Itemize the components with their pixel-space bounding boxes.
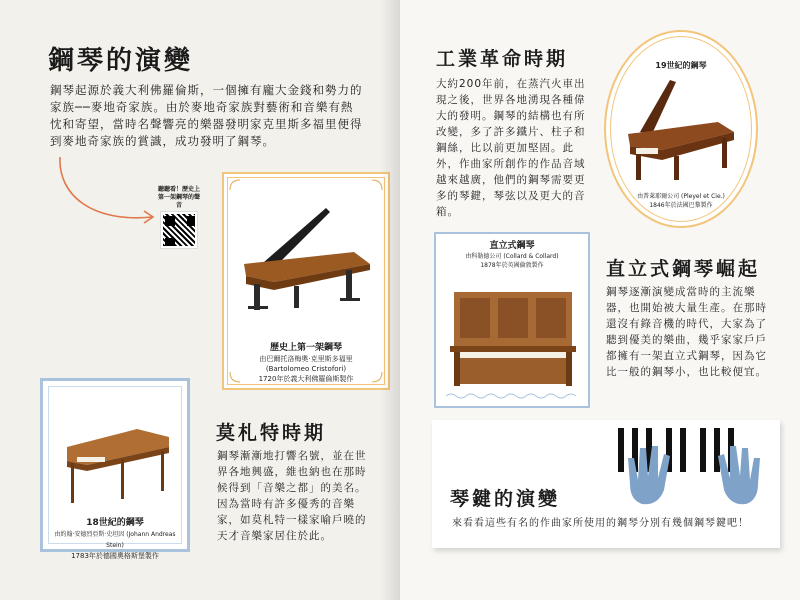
harpsichord-piano-image [57, 407, 177, 507]
first-piano-title: 歷史上第一架鋼琴 [269, 343, 342, 353]
piano-18c-date: 1783年於德國奧格斯堡製作 [71, 552, 159, 560]
grand-piano-image [234, 204, 378, 314]
page-title: 鋼琴的演變 [48, 46, 194, 76]
corner-ornament-icon [228, 178, 242, 192]
qr-code[interactable] [161, 212, 197, 248]
first-piano-caption [230, 342, 382, 384]
first-piano-date: 1720年於義大利佛羅倫斯製作 [258, 375, 354, 383]
piano-18c-title: 18世紀的鋼琴 [86, 518, 144, 528]
piano-19c-caption [616, 192, 746, 210]
keys-paragraph: 來看看這些有名的作曲家所使用的鋼琴分別有幾個鋼琴鍵吧！ [452, 518, 749, 529]
wave-decoration-icon [446, 392, 578, 400]
upright-heading: 直立式鋼琴崛起 [606, 258, 761, 280]
upright-piano-date: 1878年於英國倫敦製作 [480, 262, 544, 269]
upright-piano-caption [440, 240, 584, 270]
first-piano-maker: 由巴爾托洛梅奧·克里斯多福里 [259, 355, 353, 363]
keys-box [432, 420, 780, 548]
piano-18c-maker: 由約翰·安德烈亞斯·史坦因 (Johann Andreas Stein) [54, 531, 176, 549]
qr-label: 聽聽看！歷史上第一架鋼琴的聲音 [157, 186, 200, 209]
upright-piano-image [450, 290, 576, 388]
first-piano-maker-en: (Bartolomeo Cristofori) [265, 365, 347, 373]
piano-18c-frame [40, 378, 190, 560]
industrial-heading: 工業革命時期 [436, 48, 569, 70]
piano-19c-maker: 由普萊耶爾公司 (Pleyel et Cie.) [637, 193, 725, 200]
upright-paragraph: 鋼琴逐漸演變成當時的主流樂器，也開始被大量生產。在那時還沒有錄音機的時代，大家為了聽到優美的樂曲，幾乎家家戶戶都擁有一架直立式鋼琴，因為它比一般的鋼琴小，也比較便宜。 [606, 286, 767, 378]
keys-heading: 琴鍵的演變 [450, 488, 561, 510]
hands-icon [624, 440, 764, 510]
upright-piano-title: 直立式鋼琴 [489, 241, 535, 251]
piano-19c-title: 19世紀的鋼琴 [655, 61, 707, 70]
grand-piano-19c-image [622, 74, 742, 184]
piano-19c-date: 1846年於法國巴黎製作 [649, 202, 713, 209]
right-page [400, 0, 800, 600]
piano-18c-caption [47, 517, 183, 561]
curved-arrow-icon [52, 155, 162, 235]
upright-piano-maker: 由科勒德公司 (Collard & Collard) [465, 253, 559, 260]
mozart-paragraph: 鋼琴漸漸地打響名號，並在世界各地興盛，維也納也在那時候得到「音樂之都」的美名。因為當時有許多優秀的音樂家，如莫札特一樣家喻戶曉的天才音樂家居住於此。 [217, 450, 367, 542]
piano-19c-oval-frame [604, 30, 758, 228]
mozart-heading: 莫札特時期 [216, 422, 327, 444]
industrial-paragraph: 大約200年前，在蒸汽火車出現之後，世界各地湧現各種偉大的發明。鋼琴的結構也有所改變，多了許多鐵片、柱子和鋼絲，比以前更加堅固。此外，作曲家所創作的作品音域越來越廣，他們的鋼琴需要更多的琴鍵，琴弦以及更大的音箱。 [436, 78, 586, 218]
first-piano-frame [222, 172, 390, 390]
intro-paragraph: 鋼琴起源於義大利佛羅倫斯，一個擁有龐大金錢和勢力的家族──麥地奇家族。由於麥地奇家族對藝術和音樂有熱忱和寄望，當時名聲響亮的樂器發明家克里斯多福里便得到麥地奇家族的賞識，成功發明了鋼琴。 [50, 83, 363, 148]
upright-piano-frame [434, 232, 590, 408]
